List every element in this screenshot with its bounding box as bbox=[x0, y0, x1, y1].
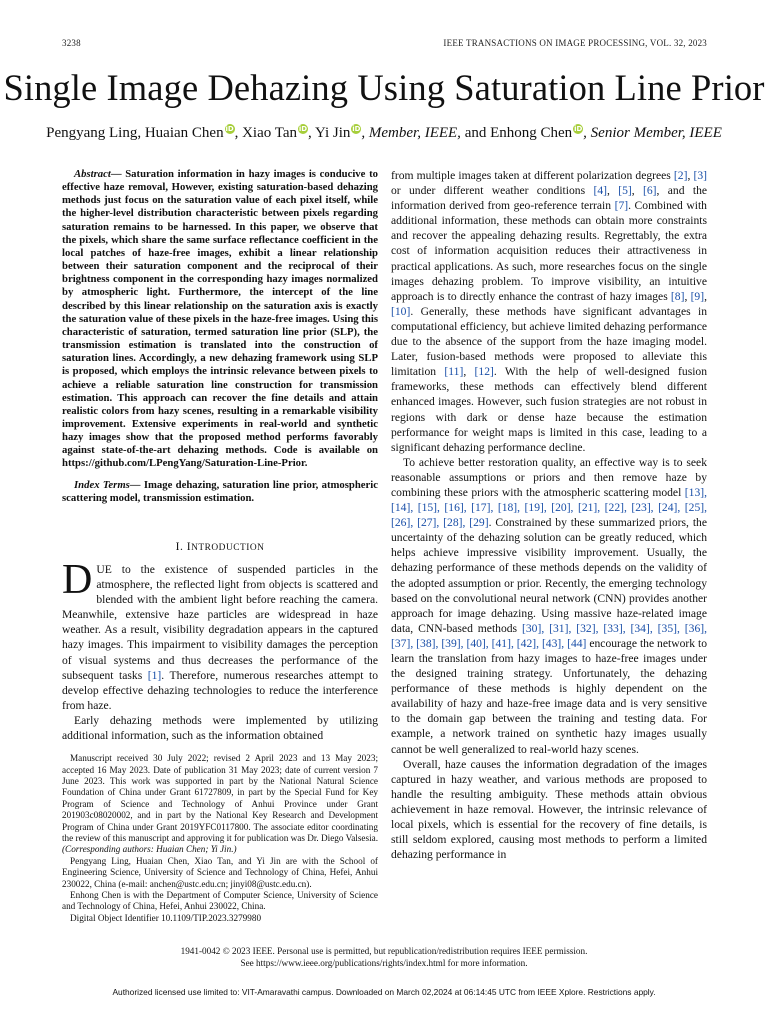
index-terms bbox=[62, 479, 378, 505]
author-names-1: Pengyang Ling, Huaian Chen bbox=[46, 125, 224, 141]
citation-link[interactable]: [5] bbox=[618, 184, 632, 198]
index-terms-label: Index Terms bbox=[74, 478, 130, 491]
right-paragraph-3: Overall, haze causes the information degradation of the images captured in hazy weather, and various methods are proposed to handle the resulting ambiguity. These methods attain obvious achievement in haze removal. However, the intrinsic relevance of local pixels, which is essential for the recovery of fine details, is still seldom explored, causing most methods to perform a limited dehazing performance in bbox=[391, 757, 707, 862]
abstract bbox=[62, 168, 378, 471]
intro-paragraph-2: Early dehazing methods were implemented by utilizing additional information, such as the information obtained bbox=[62, 713, 378, 743]
citation-link[interactable]: [9] bbox=[690, 289, 705, 303]
journal-name: IEEE TRANSACTIONS ON IMAGE PROCESSING, VOL. 32, 2023 bbox=[443, 38, 707, 48]
citation-link[interactable]: [2] bbox=[673, 169, 688, 182]
text: . Combined with additional information, these methods can obtain more constraints and recover the appealing dehazing results. Regrettably, the extra cost of information acquisition reduces their attractiveness in practical applications. As such, more researches focus on the single images dehazing problem. To improve visibility, an intuitive approach is to directly enhance the contrast of hazy images bbox=[391, 199, 707, 303]
page-number: 3238 bbox=[62, 38, 81, 48]
text: from multiple images taken at different polarization degrees bbox=[391, 169, 674, 182]
citation-group[interactable]: [13], [14], [15], [16], [17], [18], [19], [20], [21], [22], [23], [24], [25], [26], [27], [28], [29] bbox=[391, 485, 707, 530]
text: To achieve better restoration quality, an effective way is to seek reasonable assumptions or priors and then remove haze by combining these priors with the atmospheric scattering model bbox=[391, 455, 707, 499]
text: . With the help of well-designed fusion frameworks, these methods can effectively blend different enhanced images. However, such fusion strategies are not robust in regions with dark or dense haze because the estimation performance for weight maps is limited in this case, leading to a significant dehazing performance decline. bbox=[391, 365, 708, 454]
footnote-manuscript bbox=[62, 753, 378, 856]
text: . Generally, these methods have significant advantages in computational efficiency, but achieve limited dehazing performance due to the absence of the support from the haze imaging model. Later, fusion-based methods were proposed to alleviate this limitation bbox=[391, 304, 707, 379]
citation-link[interactable]: [1] bbox=[147, 668, 162, 682]
drop-cap: D bbox=[62, 557, 93, 603]
author-names-2: , Xiao Tan bbox=[234, 125, 297, 141]
author-role-member: , Member, IEEE, bbox=[361, 125, 461, 141]
footnote-affiliation-2: Enhong Chen is with the Department of Computer Science, University of Science and Technology of China, Hefei, Anhui 230022, China. bbox=[62, 890, 378, 912]
citation-link[interactable]: [8] bbox=[670, 289, 685, 303]
footnote-affiliation-1: Pengyang Ling, Huaian Chen, Xiao Tan, and Yi Jin are with the School of Engineering Science, University of Science and Technology of China, Hefei, Anhui 230022, China (e-mail: anchen@ustc.edu.cn; jinyi08@ustc.edu.cn). bbox=[62, 855, 378, 889]
orcid-icon[interactable]: iD bbox=[298, 125, 308, 133]
author-role-senior: , Senior Member, IEEE bbox=[583, 125, 722, 141]
orcid-icon[interactable]: iD bbox=[225, 125, 234, 133]
orcid-icon[interactable]: iD bbox=[352, 125, 361, 133]
license-notice: Authorized licensed use limited to: VIT-Amaravathi campus. Downloaded on March 02,2024 at 06:14:45 UTC from IEEE Xplore. Restrictions apply. bbox=[112, 987, 656, 997]
intro-paragraph-1 bbox=[62, 557, 378, 713]
text: encourage the network to learn the translation from hazy images to haze-free images under the designed training strategy. Unfortunately, the dehazing performance of these methods is highly dependent on the availability of hazy and haze-free image data and is very sensitive to the domain gap between the training and testing data. For example, a network trained on synthetic hazy images usually cannot be well generalized to real-world hazy scenes. bbox=[391, 636, 707, 756]
citation-link[interactable]: [12] bbox=[474, 365, 494, 379]
section-numeral: I. bbox=[175, 539, 187, 553]
author-names-3: , Yi Jin bbox=[308, 125, 351, 141]
footnote-corresponding: (Corresponding authors: Huaian Chen; Yi Jin.) bbox=[62, 844, 237, 855]
intro-text-1-end: . Therefore, numerous researches attempt to develop effective dehazing technologies to reduce the interference from haze. bbox=[62, 668, 378, 712]
copyright-notice bbox=[0, 946, 768, 969]
abstract-dash: — bbox=[110, 168, 126, 180]
copyright-line-2: See https://www.ieee.org/publications/rights/index.html for more information. bbox=[240, 957, 528, 968]
right-column bbox=[391, 168, 707, 862]
orcid-icon[interactable]: iD bbox=[574, 125, 583, 133]
index-terms-dash: — bbox=[129, 478, 144, 491]
copyright-line-1: 1941-0042 © 2023 IEEE. Personal use is permitted, but republication/redistribution requires IEEE permission. bbox=[180, 946, 588, 956]
author-list bbox=[0, 124, 768, 142]
index-terms-text: Image dehazing, saturation line prior, atmospheric scattering model, transmission estimation. bbox=[62, 478, 378, 504]
citation-link[interactable]: [6] bbox=[643, 184, 657, 198]
citation-link[interactable]: [10] bbox=[391, 304, 411, 318]
abstract-text: Saturation information in hazy images is conducive to effective haze removal, However, existing saturation-based dehazing methods just focus on the saturation value of each pixel itself, while the higher-level distribution characteristic between pixels regarding saturation remains to be harnessed. In this paper, we observe that the pixels, which share the same surface reflectance coefficient in the local patches of haze-free images, exhibit a linear relationship between their saturation component and the reciprocal of their brightness component in the corresponding hazy images normalized by atmospheric light. Furthermore, the intercept of the line described by this linear relationship on the saturation axis is exactly the saturation value of these pixels in the haze-free images. Using this characteristic of saturation, termed saturation line prior (SLP), the transmission estimation is translated into the construction of saturation lines. Accordingly, a new dehazing framework using SLP is proposed, which employs the intrinsic relevance between pixels to achieve a reliable saturation line construction for transmission estimation. This approach can recover the fine details and attain realistic colors from hazy scenes, resulting in a remarkable visibility improvement. Extensive experiments in real-world and synthetic hazy images show that the proposed method performs favorably against state-of-the-art dehazing methods. Code is available on https://github.com/LPengYang/Saturation-Line-Prior. bbox=[62, 168, 379, 470]
section-first-letter: I bbox=[186, 539, 192, 553]
author-names-4: and Enhong Chen bbox=[460, 125, 573, 141]
intro-text-1: UE to the existence of suspended particles in the atmosphere, the reflected light from objects is scattered and blended with the ambient light before reaching the camera. Meanwhile, extensive haze particles are widespread in haze weather. As a result, visibility degradation appears in the captured hazy images. This impairment to visibility damages the perception of visual systems and thus decreases the performance of the subsequent tasks bbox=[62, 563, 378, 682]
citation-link[interactable]: [3] bbox=[693, 169, 708, 182]
footnote-manuscript-text: Manuscript received 30 July 2022; revised 2 April 2023 and 13 May 2023; accepted 16 May 2023. Date of publication 31 May 2023; date of current version 7 June 2023. This work was supported in part by the National Natural Science Foundation of China under Grant 61727809, in part by the Special Fund for Key Program of Science and Technology of Anhui Province under Grant 201903c08020002, and in part by the National Key Research and Development Program of China under Grant 2019YFC0117800. The associate editor coordinating the review of this manuscript and approving it for publication was Dr. Diego Valsesia. bbox=[62, 753, 378, 843]
text: , and the information derived from geo-reference terrain bbox=[391, 184, 708, 213]
footnote-doi: Digital Object Identifier 10.1109/TIP.2023.3279980 bbox=[70, 912, 262, 923]
text: or under different weather conditions bbox=[391, 184, 594, 198]
text: . Constrained by these summarized priors, the uncertainty of the dehazing solution can be greatly reduced, which helps achieve impressive visibility improvement. Usually, the dehazing performance of these methods depends on the validity of the adopted assumption or prior. Recently, the emerging technology based on the convolutional neural network (CNN) provides another approach for image dehazing. Using massive haze-related image data, CNN-based methods bbox=[391, 516, 707, 635]
section-rest: NTRODUCTION bbox=[191, 542, 265, 553]
section-heading-introduction bbox=[62, 539, 378, 556]
citation-link[interactable]: [11] bbox=[444, 365, 464, 379]
citation-link[interactable]: [4] bbox=[593, 184, 607, 198]
right-paragraph-1: from multiple images taken at different polarization degrees [2], [3] or under different weather conditions [4], [5], [6], and the information derived from geo-reference terrain [7]. Combined with additional information, these methods can obtain more constraints and recover the appealing dehazing results. Regrettably, the extra cost of information acquisition reduces their attractiveness in practical applications. As such, more researches focus on the single images dehazing problem. To improve visibility, an intuitive approach is to directly enhance the contrast of hazy images [8], [9], [10]. Generally, these methods have significant advantages in computational efficiency, but achieve limited dehazing performance due to the absence of the support from the haze imaging model. Later, fusion-based methods were proposed to alleviate this limitation [11], [12]. With the help of well-designed fusion frameworks, these methods can effectively blend different enhanced images. However, such fusion strategies are not robust in regions with dark or dense haze because the estimation performance for weight maps is limited in this case, leading to a significant dehazing performance decline. bbox=[391, 169, 708, 454]
left-column bbox=[62, 168, 378, 924]
paper-title: Single Image Dehazing Using Saturation Line Prior bbox=[3, 67, 765, 108]
right-paragraph-2 bbox=[391, 455, 707, 757]
citation-link[interactable]: [7] bbox=[614, 199, 629, 213]
abstract-label: Abstract bbox=[74, 168, 111, 180]
citation-group[interactable]: [30], [31], [32], [33], [34], [35], [36], [37], [38], [39], [40], [41], [42], [43], [44] bbox=[391, 621, 708, 650]
footnote bbox=[62, 753, 378, 924]
